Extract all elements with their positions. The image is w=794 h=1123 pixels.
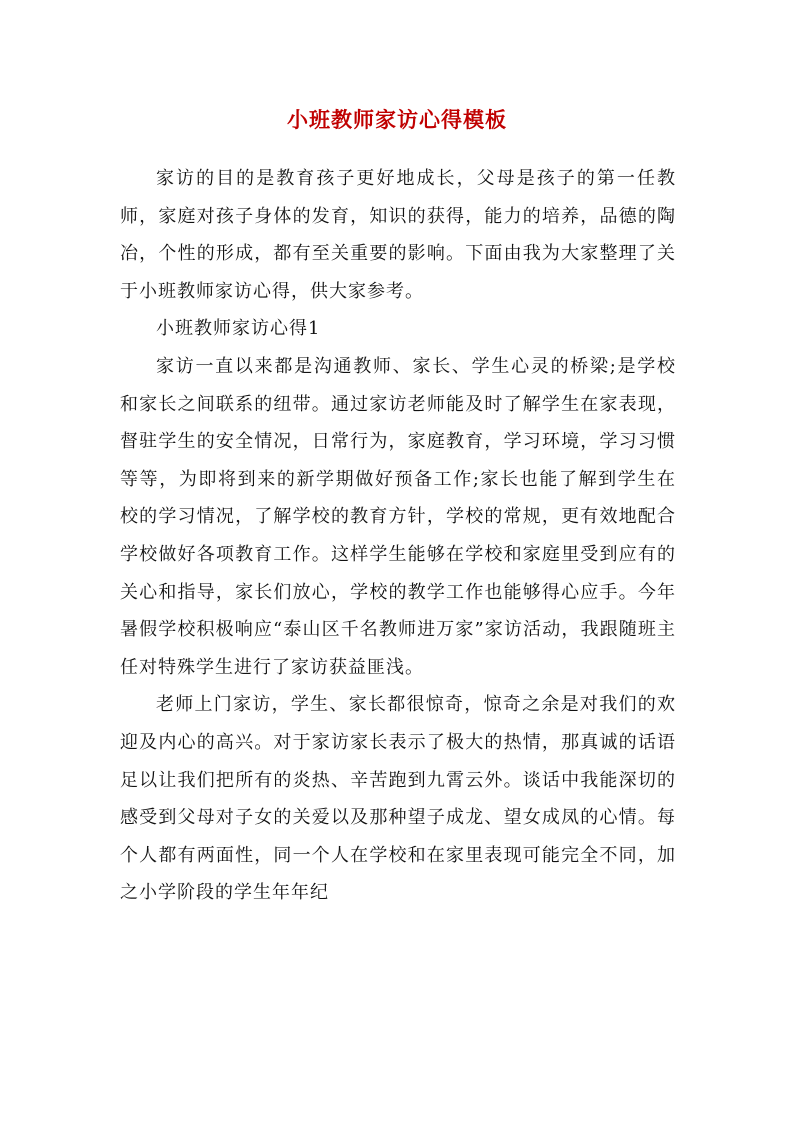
document-body [120,160,676,912]
section-heading: 小班教师家访心得1 [156,318,321,340]
document-title: 小班教师家访心得模板 [287,107,507,132]
body-paragraph-2: 老师上门家访，学生、家长都很惊奇，惊奇之余是对我们的欢迎及内心的高兴。对于家访家长表示了极大的热情，那真诚的话语足以让我们把所有的炎热、辛苦跑到九霄云外。谈话中我能深切的感受到父母对子女的关爱以及那种望子成龙、望女成凤的心情。每个人都有两面性，同一个人在学校和在家里表现可能完全不同，加之小学阶段的学生年年纪 [120,694,676,904]
body-paragraph-1: 家访一直以来都是沟通教师、家长、学生心灵的桥梁;是学校和家长之间联系的纽带。通过家访老师能及时了解学生在家表现，督驻学生的安全情况，日常行为，家庭教育，学习环境，学习习惯等等，为即将到来的新学期做好预备工作;家长也能了解到学生在校的学习情况，了解学校的教育方针，学校的常规，更有效地配合学校做好各项教育工作。这样学生能够在学校和家庭里受到应有的关心和指导，家长们放心，学校的教学工作也能够得心应手。今年暑假学校积极响应“泰山区千名教师进万家”家访活动，我跟随班主任对特殊学生进行了家访获益匪浅。 [120,355,676,678]
intro-paragraph: 家访的目的是教育孩子更好地成长，父母是孩子的第一任教师，家庭对孩子身体的发育，知识的获得，能力的培养，品德的陶冶，个性的形成，都有至关重要的影响。下面由我为大家整理了关于小班教师家访心得，供大家参考。 [120,168,676,302]
